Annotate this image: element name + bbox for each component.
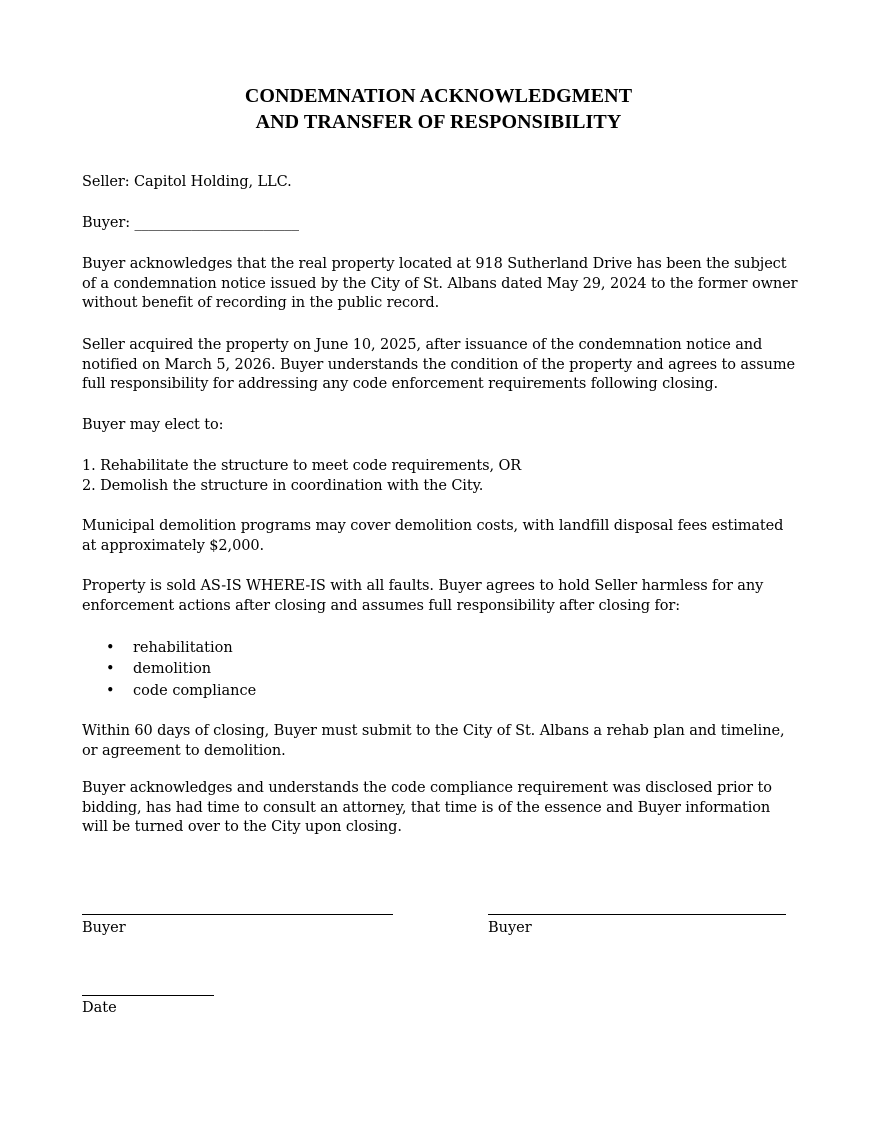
list-item-label: code compliance xyxy=(133,682,257,699)
paragraph-line: Municipal demolition programs may cover demolition costs, with landfill disposal fees estimated xyxy=(82,518,784,534)
date-label: Date xyxy=(82,1000,117,1016)
responsibility-list xyxy=(82,638,256,702)
buyer-signature-label-left: Buyer xyxy=(82,920,126,936)
acquisition-paragraph xyxy=(82,336,812,395)
buyer-line: Buyer: _______________________ xyxy=(82,215,299,231)
paragraph-line: enforcement actions after closing and assumes full responsibility after closing for: xyxy=(82,597,681,614)
paragraph-line: Buyer acknowledges that the real property located at 918 Sutherland Drive has been the subject xyxy=(82,256,787,272)
bullet-icon: • xyxy=(106,640,115,656)
document-title-line-1: CONDEMNATION ACKNOWLEDGMENT xyxy=(244,85,633,107)
paragraph-line: or agreement to demolition. xyxy=(82,742,286,759)
list-item xyxy=(82,681,256,702)
acknowledgment-paragraph xyxy=(82,779,812,838)
buyer-signature-label-right: Buyer xyxy=(488,920,532,936)
paragraph-line: bidding, has had time to consult an attorney, that time is of the essence and Buyer information xyxy=(82,799,771,816)
demolition-costs-paragraph xyxy=(82,517,812,556)
list-item xyxy=(82,638,256,659)
option-demolish: 2. Demolish the structure in coordination with the City. xyxy=(82,478,484,494)
paragraph-line: Property is sold AS-IS WHERE-IS with all faults. Buyer agrees to hold Seller harmless for any xyxy=(82,578,764,594)
list-item-label: rehabilitation xyxy=(133,640,233,656)
document-title-line-2: AND TRANSFER OF RESPONSIBILITY xyxy=(255,111,622,133)
paragraph-line: Seller acquired the property on June 10, 2025, after issuance of the condemnation notice and xyxy=(82,337,763,353)
paragraph-line: will be turned over to the City upon closing. xyxy=(82,819,402,836)
elect-intro: Buyer may elect to: xyxy=(82,417,224,433)
paragraph-line: without benefit of recording in the public record. xyxy=(82,295,440,312)
paragraph-line: full responsibility for addressing any code enforcement requirements following closing. xyxy=(82,376,719,393)
paragraph-line: Buyer acknowledges and understands the code compliance requirement was disclosed prior to xyxy=(82,780,772,796)
buyer-signature-line-left[interactable] xyxy=(82,914,393,915)
bullet-icon: • xyxy=(106,661,115,678)
seller-line: Seller: Capitol Holding, LLC. xyxy=(82,174,292,190)
rehab-plan-paragraph xyxy=(82,722,812,761)
list-item xyxy=(82,659,256,680)
paragraph-line: Within 60 days of closing, Buyer must submit to the City of St. Albans a rehab plan and timeline, xyxy=(82,723,785,739)
buyer-signature-line-right[interactable] xyxy=(488,914,786,915)
option-rehabilitate: 1. Rehabilitate the structure to meet code requirements, OR xyxy=(82,458,522,474)
date-signature-line[interactable] xyxy=(82,995,214,996)
property-notice-paragraph xyxy=(82,255,812,314)
bullet-icon: • xyxy=(106,682,115,699)
paragraph-line: notified on March 5, 2026. Buyer understands the condition of the property and agrees to assume xyxy=(82,356,795,373)
paragraph-line: at approximately $2,000. xyxy=(82,537,264,554)
paragraph-line: of a condemnation notice issued by the City of St. Albans dated May 29, 2024 to the former owner xyxy=(82,275,798,292)
as-is-paragraph xyxy=(82,577,812,616)
list-item-label: demolition xyxy=(133,661,212,678)
